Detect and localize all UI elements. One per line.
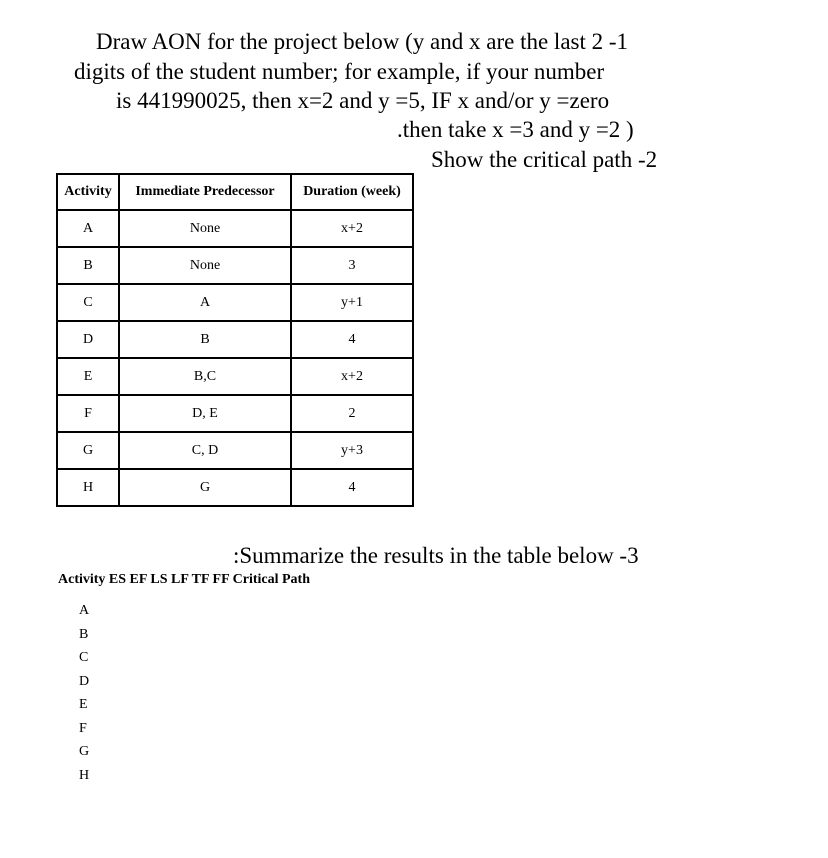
- cell-predecessor: A: [119, 284, 291, 321]
- table-row: [57, 247, 413, 284]
- question-line-2: digits of the student number; for example, if your number: [74, 59, 605, 84]
- table-row: [57, 210, 413, 247]
- cell-activity: E: [57, 358, 119, 395]
- cell-predecessor: None: [119, 210, 291, 247]
- cell-predecessor: D, E: [119, 395, 291, 432]
- question-line-3: is 441990025, then x=2 and y =5, IF x and/or y =zero: [116, 88, 610, 113]
- table-row: [57, 395, 413, 432]
- activity-table-header-row: [57, 174, 413, 210]
- cell-activity: A: [57, 210, 119, 247]
- summary-header: Activity ES EF LS LF TF FF Critical Path: [58, 572, 310, 587]
- cell-predecessor: B,C: [119, 358, 291, 395]
- list-item: H: [79, 767, 90, 783]
- table-row: [57, 469, 413, 506]
- cell-activity: F: [57, 395, 119, 432]
- list-item: D: [79, 673, 90, 689]
- cell-predecessor: None: [119, 247, 291, 284]
- question-line-4: .then take x =3 and y =2 ): [397, 117, 634, 142]
- activity-table: [56, 173, 414, 507]
- list-item: E: [79, 697, 88, 712]
- list-item: G: [79, 744, 90, 759]
- cell-predecessor: G: [119, 469, 291, 506]
- cell-duration: x+2: [291, 358, 413, 395]
- cell-duration: y+3: [291, 432, 413, 469]
- cell-activity: B: [57, 247, 119, 284]
- list-item: F: [79, 720, 87, 736]
- question-line-5: Show the critical path -2: [431, 147, 658, 172]
- cell-predecessor: C, D: [119, 432, 291, 469]
- list-item: B: [79, 626, 89, 642]
- column-header-predecessor: Immediate Predecessor: [119, 174, 291, 210]
- question-line-1: Draw AON for the project below (y and x are the last 2 -1: [96, 29, 629, 54]
- list-item: C: [79, 650, 89, 665]
- table-row: [57, 284, 413, 321]
- cell-activity: H: [57, 469, 119, 506]
- summary-activity-list: [79, 602, 89, 790]
- table-row: [57, 321, 413, 358]
- cell-duration: 4: [291, 321, 413, 358]
- cell-activity: G: [57, 432, 119, 469]
- column-header-activity: Activity: [57, 174, 119, 210]
- table-row: [57, 358, 413, 395]
- cell-duration: 2: [291, 395, 413, 432]
- list-item: A: [79, 603, 90, 618]
- summary-instruction: :Summarize the results in the table below -3: [233, 543, 639, 568]
- cell-duration: 4: [291, 469, 413, 506]
- cell-predecessor: B: [119, 321, 291, 358]
- cell-duration: x+2: [291, 210, 413, 247]
- table-row: [57, 432, 413, 469]
- cell-activity: C: [57, 284, 119, 321]
- cell-duration: y+1: [291, 284, 413, 321]
- column-header-duration: Duration (week): [291, 174, 413, 210]
- cell-duration: 3: [291, 247, 413, 284]
- cell-activity: D: [57, 321, 119, 358]
